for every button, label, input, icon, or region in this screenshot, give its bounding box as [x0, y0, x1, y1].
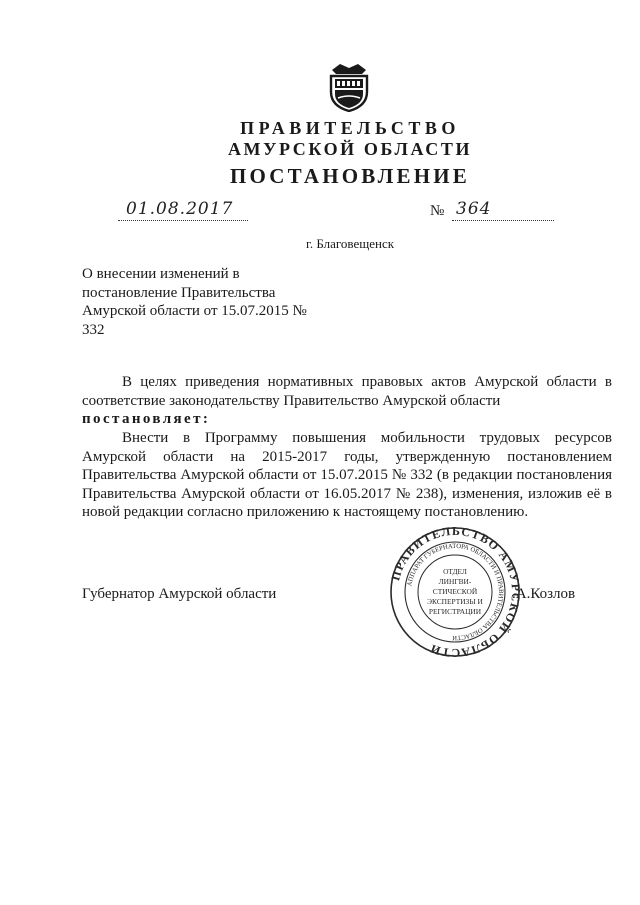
- coat-of-arms-icon: [326, 60, 372, 112]
- stamp-line: ОТДЕЛ: [443, 567, 467, 576]
- decree-word: постановляет:: [82, 411, 211, 427]
- stamp-line: СТИЧЕСКОЙ: [432, 587, 478, 596]
- stamp-line: ЭКСПЕРТИЗЫ И: [427, 597, 483, 606]
- document-date: 01.08.2017: [126, 199, 234, 219]
- document-city: г. Благовещенск: [305, 236, 395, 251]
- document-number-label: №: [430, 203, 445, 219]
- official-stamp: [389, 526, 521, 658]
- header-government: ПРАВИТЕЛЬСТВО: [240, 118, 460, 138]
- signer-title: Губернатор Амурской области: [82, 586, 277, 602]
- stamp-inner-text: АППАРАТ ГУБЕРНАТОРА ОБЛАСТИ И ПРАВИТЕЛЬСТВА ОБЛАСТИ: [406, 542, 505, 642]
- document-type-title: ПОСТАНОВЛЕНИЕ: [229, 164, 471, 188]
- signer-name: .А.Козлов: [512, 586, 576, 602]
- stamp-line: ЛИНГВИ-: [438, 577, 472, 586]
- header-region: АМУРСКОЙ ОБЛАСТИ: [227, 139, 473, 159]
- stamp-outer-text: ПРАВИТЕЛЬСТВО АМУ КОЙ ОБЛАСТИ: [389, 526, 521, 658]
- stamp-line: РЕГИСТРАЦИИ: [428, 607, 482, 616]
- preamble-paragraph: В целях приведения нормативных правовых актов Амурской области в соответствие законодательству Правительство Амурской области: [82, 374, 612, 409]
- document-subject: О внесении изменений в постановление Правительства Амурской области от 15.07.2015 № 332: [82, 266, 307, 338]
- stamp-seal-icon: [389, 526, 521, 658]
- document-number: 364: [456, 199, 492, 219]
- document-number-field: [452, 198, 554, 221]
- document-date-field: [118, 198, 248, 221]
- resolution-paragraph: Внести в Программу повышения мобильности трудовых ресурсов Амурской области на 2015-2017 годы, утвержденную постановлением Правительства Амурской области от 15.07.2015 № 332 (в редакции постановления Правительства Амурской области от 16.05.2017 № 238), изменения, изложив её в новой редакции согласно приложению к настоящему постановлению.: [82, 430, 612, 521]
